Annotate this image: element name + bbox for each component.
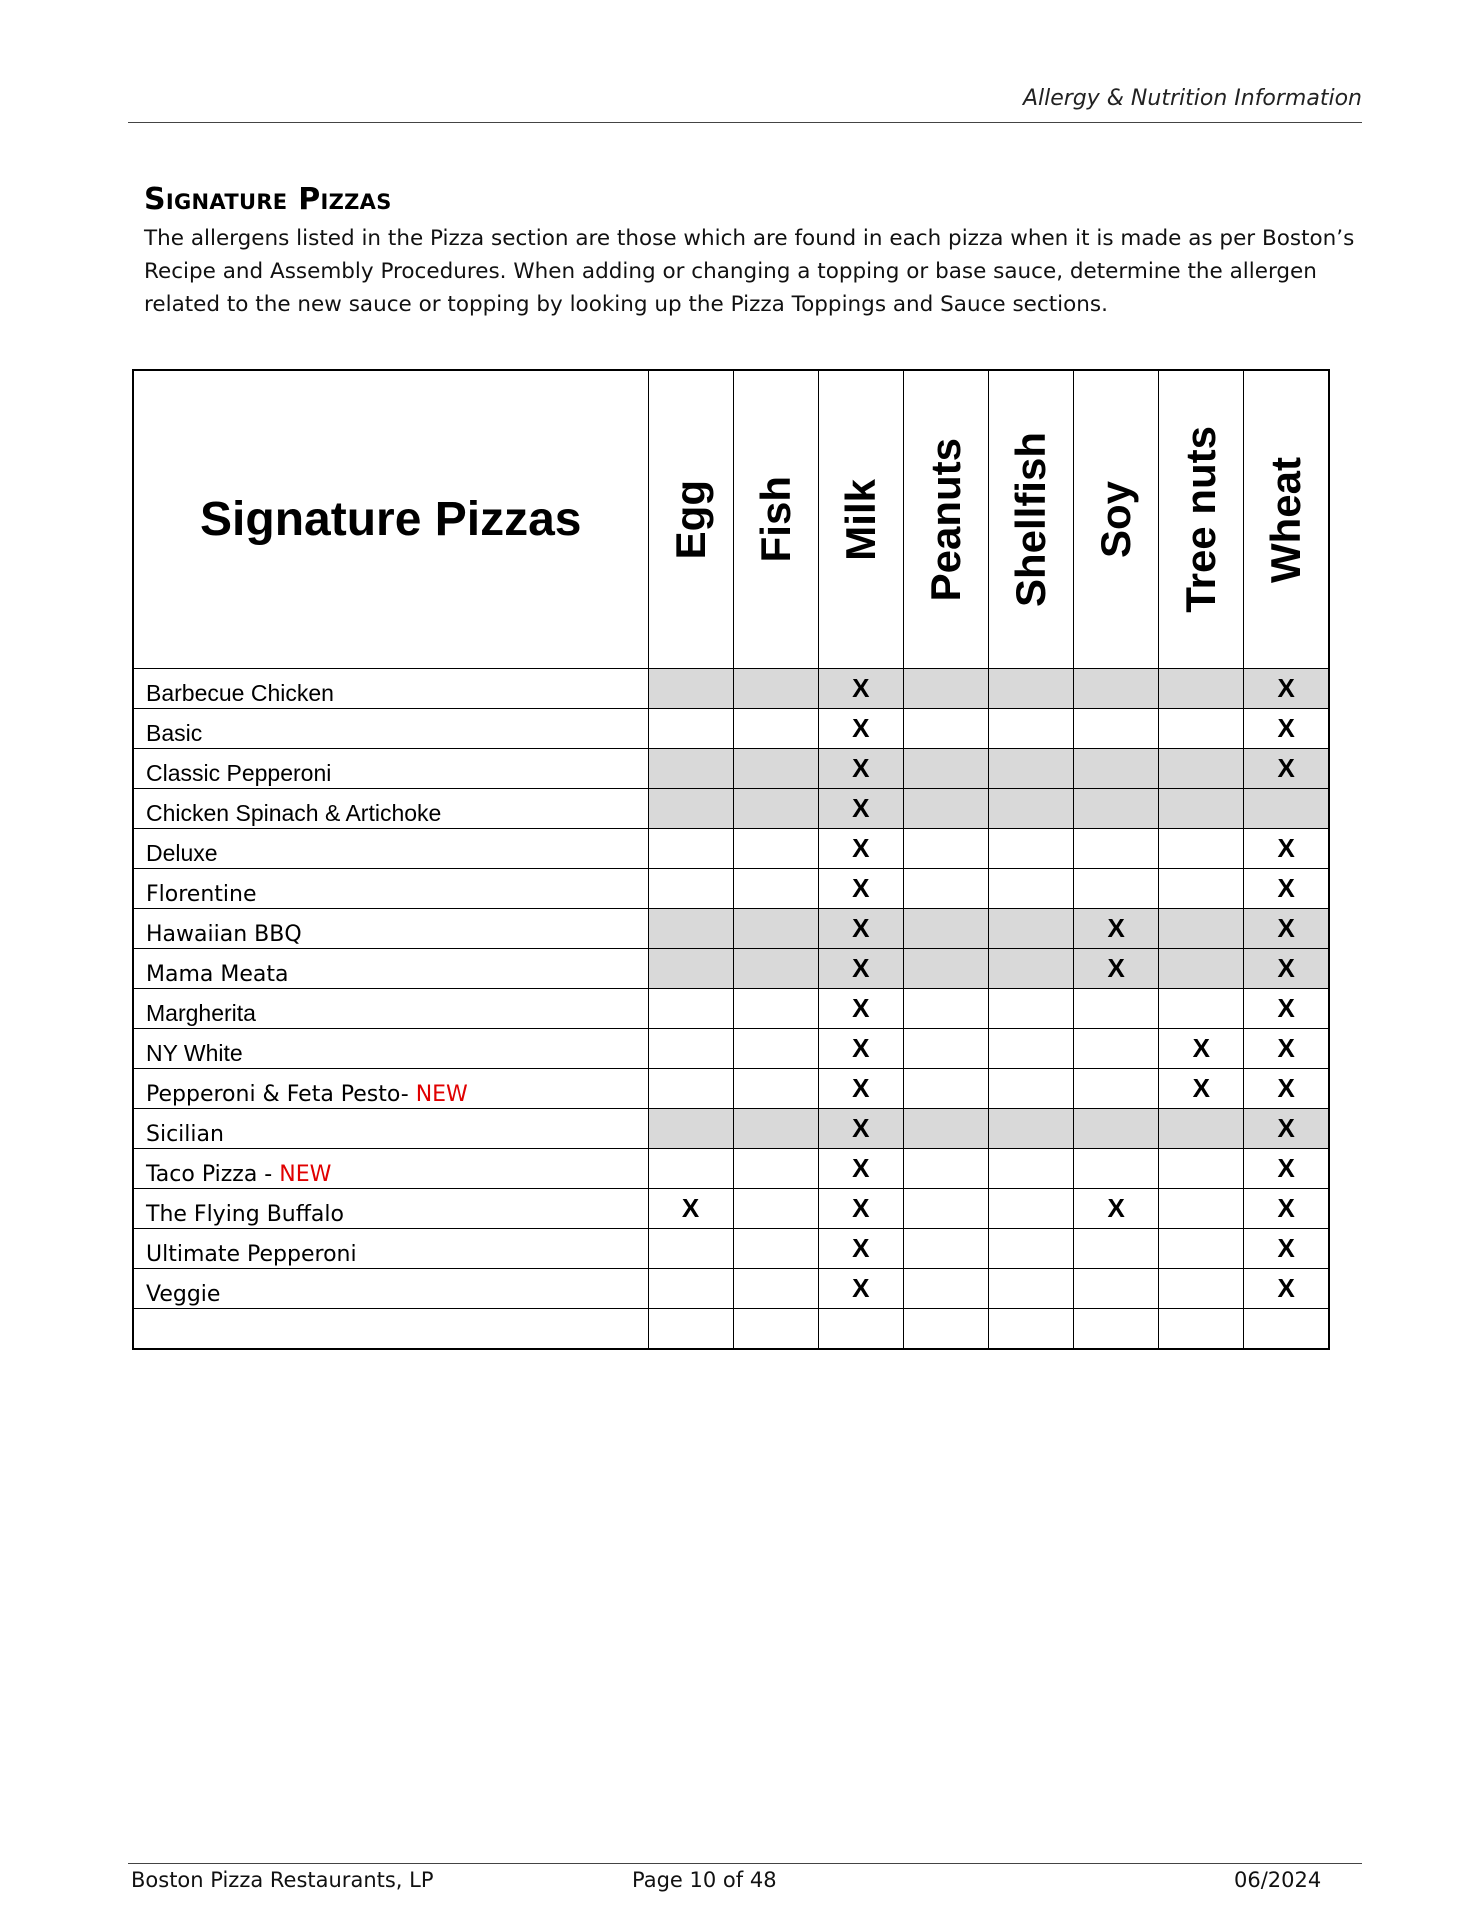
pizza-name-cell: [133, 789, 648, 829]
footer-company: Boston Pizza Restaurants, LP: [131, 1868, 434, 1892]
col-label: Fish: [751, 476, 799, 563]
allergen-mark-cell: [648, 709, 733, 749]
pizza-name-cell: [133, 749, 648, 789]
allergen-mark-cell: [1159, 709, 1244, 749]
allergen-mark-cell: X: [648, 1189, 733, 1229]
allergen-mark-cell: X: [1159, 1069, 1244, 1109]
allergen-mark-cell: [648, 1109, 733, 1149]
allergen-mark-cell: [1074, 709, 1159, 749]
table-row: [133, 1149, 1329, 1189]
allergen-mark-cell: [648, 949, 733, 989]
pizza-name-cell: [133, 1229, 648, 1269]
pizza-name-cell: [133, 709, 648, 749]
footer-divider: [128, 1863, 1362, 1864]
pizza-name: Florentine: [146, 882, 257, 907]
allergen-mark-cell: X: [818, 989, 903, 1029]
allergen-mark-cell: [989, 949, 1074, 989]
allergen-mark-cell: [648, 669, 733, 709]
pizza-name-cell: [133, 949, 648, 989]
allergen-mark-cell: [989, 669, 1074, 709]
pizza-name-cell: [133, 829, 648, 869]
table-row: [133, 829, 1329, 869]
allergen-mark-cell: X: [1244, 949, 1329, 989]
document-header-title: Allergy & Nutrition Information: [1022, 86, 1362, 111]
allergen-mark-cell: [648, 1269, 733, 1309]
allergen-mark-cell: [1159, 949, 1244, 989]
allergen-mark-cell: [903, 989, 988, 1029]
col-header-egg: [648, 370, 733, 669]
allergen-mark-cell: [1074, 789, 1159, 829]
col-header-shellfish: [989, 370, 1074, 669]
allergen-mark-cell: [903, 1229, 988, 1269]
allergen-mark-cell: [733, 669, 818, 709]
table-header-row: [133, 370, 1329, 669]
table-title: Signature Pizzas: [133, 370, 648, 669]
allergen-mark-cell: [903, 1149, 988, 1189]
allergen-mark-cell: [648, 1149, 733, 1189]
pizza-name: Margherita: [146, 1000, 256, 1026]
allergen-mark-cell: [648, 1229, 733, 1269]
col-label: Peanuts: [921, 437, 969, 602]
allergen-mark-cell: X: [818, 949, 903, 989]
allergen-mark-cell: [648, 909, 733, 949]
allergen-mark-cell: [903, 1269, 988, 1309]
table-row: [133, 749, 1329, 789]
allergen-mark-cell: [1159, 909, 1244, 949]
col-label: Egg: [666, 479, 714, 560]
allergen-mark-cell: [1159, 1229, 1244, 1269]
allergen-mark-cell: [733, 869, 818, 909]
col-header-fish: [733, 370, 818, 669]
allergen-mark-cell: X: [818, 1029, 903, 1069]
pizza-name-cell: [133, 1029, 648, 1069]
allergen-mark-cell: [903, 709, 988, 749]
allergen-mark-cell: [989, 1069, 1074, 1109]
allergen-mark-cell: [1074, 869, 1159, 909]
allergen-mark-cell: [989, 1109, 1074, 1149]
allergen-mark-cell: X: [1074, 949, 1159, 989]
pizza-name: Deluxe: [146, 840, 218, 866]
table-row: [133, 909, 1329, 949]
allergen-mark-cell: [1159, 1149, 1244, 1189]
allergen-mark-cell: [989, 1149, 1074, 1189]
allergen-mark-cell: [1074, 1149, 1159, 1189]
allergen-mark-cell: [1074, 1229, 1159, 1269]
pizza-name-cell: [133, 1069, 648, 1109]
allergen-mark-cell: [1074, 1029, 1159, 1069]
header-divider: [128, 122, 1362, 123]
allergen-table: [132, 369, 1330, 1350]
pizza-name: Basic: [146, 720, 203, 746]
allergen-mark-cell: [989, 1189, 1074, 1229]
allergen-mark-cell: [733, 909, 818, 949]
allergen-mark-cell: [903, 1309, 988, 1350]
pizza-name: Hawaiian BBQ: [146, 922, 302, 947]
col-label: Tree nuts: [1177, 426, 1225, 613]
allergen-mark-cell: [1244, 789, 1329, 829]
allergen-mark-cell: [989, 1269, 1074, 1309]
allergen-mark-cell: X: [1244, 909, 1329, 949]
allergen-mark-cell: X: [818, 789, 903, 829]
pizza-name: NY White: [146, 1040, 243, 1066]
col-header-wheat: [1244, 370, 1329, 669]
pizza-name: The Flying Buffalo: [146, 1202, 344, 1227]
allergen-mark-cell: X: [1244, 1149, 1329, 1189]
table-row: [133, 669, 1329, 709]
allergen-mark-cell: [1074, 1309, 1159, 1350]
allergen-mark-cell: [903, 1189, 988, 1229]
allergen-mark-cell: [1074, 669, 1159, 709]
allergen-mark-cell: [1074, 749, 1159, 789]
allergen-mark-cell: X: [818, 1189, 903, 1229]
allergen-mark-cell: X: [1244, 989, 1329, 1029]
allergen-mark-cell: [818, 1309, 903, 1350]
allergen-mark-cell: [989, 1229, 1074, 1269]
allergen-mark-cell: X: [1244, 1029, 1329, 1069]
allergen-mark-cell: [733, 1069, 818, 1109]
allergen-mark-cell: [989, 989, 1074, 1029]
allergen-mark-cell: [1074, 1069, 1159, 1109]
allergen-mark-cell: X: [1244, 669, 1329, 709]
table-row: [133, 1029, 1329, 1069]
allergen-mark-cell: X: [818, 909, 903, 949]
allergen-mark-cell: X: [818, 1109, 903, 1149]
col-label: Soy: [1092, 480, 1140, 559]
footer-page-number: Page 10 of 48: [632, 1868, 777, 1892]
pizza-name-cell: [133, 989, 648, 1029]
table-body: [133, 669, 1329, 1350]
allergen-mark-cell: [648, 1069, 733, 1109]
allergen-mark-cell: X: [1244, 1269, 1329, 1309]
allergen-mark-cell: X: [818, 1229, 903, 1269]
table-row: [133, 869, 1329, 909]
footer-date: 06/2024: [1234, 1868, 1322, 1892]
col-header-soy: [1074, 370, 1159, 669]
table-row: [133, 1069, 1329, 1109]
allergen-mark-cell: X: [1244, 709, 1329, 749]
allergen-mark-cell: [1074, 829, 1159, 869]
allergen-mark-cell: [903, 1069, 988, 1109]
allergen-mark-cell: [903, 949, 988, 989]
col-header-peanuts: [903, 370, 988, 669]
new-badge: NEW: [408, 1082, 468, 1107]
allergen-mark-cell: X: [1244, 1229, 1329, 1269]
allergen-mark-cell: X: [818, 1269, 903, 1309]
pizza-name: Barbecue Chicken: [146, 680, 334, 706]
allergen-mark-cell: [903, 909, 988, 949]
allergen-mark-cell: [903, 789, 988, 829]
allergen-mark-cell: [1159, 749, 1244, 789]
allergen-mark-cell: X: [1244, 869, 1329, 909]
allergen-mark-cell: [733, 709, 818, 749]
col-label: Wheat: [1262, 456, 1310, 583]
allergen-mark-cell: X: [818, 749, 903, 789]
allergen-mark-cell: [733, 1229, 818, 1269]
allergen-mark-cell: [1159, 1109, 1244, 1149]
allergen-mark-cell: [648, 829, 733, 869]
allergen-mark-cell: X: [818, 869, 903, 909]
allergen-mark-cell: [1159, 669, 1244, 709]
allergen-mark-cell: [1159, 829, 1244, 869]
allergen-mark-cell: [648, 749, 733, 789]
allergen-mark-cell: X: [1244, 1109, 1329, 1149]
allergen-mark-cell: [733, 829, 818, 869]
allergen-mark-cell: X: [1244, 1189, 1329, 1229]
allergen-mark-cell: [1074, 1109, 1159, 1149]
pizza-name-cell: [133, 909, 648, 949]
allergen-mark-cell: X: [1074, 909, 1159, 949]
pizza-name-cell: [133, 669, 648, 709]
section-intro: The allergens listed in the Pizza section are those which are found in each pizza when it is made as per Boston’s Recipe and Assembly Procedures. When adding or changing a topping or base sauce, determine the allergen related to the new sauce or topping by looking up the Pizza Toppings and Sauce sections.: [144, 226, 1355, 317]
col-label: Shellfish: [1007, 431, 1055, 608]
pizza-name: Veggie: [146, 1282, 221, 1307]
allergen-mark-cell: [989, 1029, 1074, 1069]
allergen-mark-cell: [733, 989, 818, 1029]
allergen-mark-cell: [1074, 989, 1159, 1029]
table-row: [133, 1109, 1329, 1149]
allergen-mark-cell: [989, 709, 1074, 749]
pizza-name: Taco Pizza -: [146, 1162, 280, 1187]
pizza-name: Ultimate Pepperoni: [146, 1242, 357, 1267]
allergen-mark-cell: X: [818, 669, 903, 709]
allergen-mark-cell: [648, 789, 733, 829]
table-row: [133, 789, 1329, 829]
pizza-name: Classic Pepperoni: [146, 760, 332, 786]
allergen-mark-cell: [733, 1269, 818, 1309]
col-label: Milk: [836, 478, 884, 561]
table-row: [133, 1309, 1329, 1350]
allergen-mark-cell: [733, 1029, 818, 1069]
allergen-mark-cell: [989, 789, 1074, 829]
allergen-mark-cell: [648, 869, 733, 909]
allergen-mark-cell: X: [1244, 1069, 1329, 1109]
allergen-mark-cell: [903, 1109, 988, 1149]
allergen-mark-cell: [648, 989, 733, 1029]
table-row: [133, 1189, 1329, 1229]
pizza-name: Chicken Spinach & Artichoke: [146, 800, 442, 826]
table-row: [133, 709, 1329, 749]
allergen-mark-cell: [1159, 869, 1244, 909]
section-title: Signature Pizzas: [144, 182, 392, 217]
allergen-mark-cell: [1159, 1269, 1244, 1309]
allergen-mark-cell: [1159, 789, 1244, 829]
allergen-mark-cell: [733, 1109, 818, 1149]
table-row: [133, 949, 1329, 989]
allergen-mark-cell: [903, 669, 988, 709]
allergen-mark-cell: [733, 949, 818, 989]
allergen-mark-cell: [1159, 1189, 1244, 1229]
allergen-mark-cell: [989, 829, 1074, 869]
pizza-name-cell: [133, 1189, 648, 1229]
pizza-name-cell: [133, 869, 648, 909]
allergen-mark-cell: [903, 749, 988, 789]
pizza-name: Pepperoni & Feta Pesto-: [146, 1082, 409, 1107]
allergen-mark-cell: X: [818, 709, 903, 749]
pizza-name-cell: [133, 1309, 648, 1350]
allergen-mark-cell: [989, 1309, 1074, 1350]
table-row: [133, 1269, 1329, 1309]
allergen-mark-cell: [1074, 1269, 1159, 1309]
allergen-mark-cell: [903, 869, 988, 909]
table-row: [133, 1229, 1329, 1269]
allergen-mark-cell: [648, 1309, 733, 1350]
col-header-tree-nuts: [1159, 370, 1244, 669]
allergen-mark-cell: [1159, 989, 1244, 1029]
allergen-mark-cell: [733, 1149, 818, 1189]
allergen-mark-cell: [989, 909, 1074, 949]
pizza-name: Sicilian: [146, 1122, 224, 1147]
allergen-mark-cell: X: [1244, 749, 1329, 789]
allergen-mark-cell: X: [1244, 829, 1329, 869]
allergen-mark-cell: X: [1159, 1029, 1244, 1069]
allergen-mark-cell: [1159, 1309, 1244, 1350]
allergen-mark-cell: [733, 1309, 818, 1350]
new-badge: NEW: [279, 1162, 332, 1187]
allergen-mark-cell: [1244, 1309, 1329, 1350]
allergen-mark-cell: [903, 1029, 988, 1069]
allergen-mark-cell: [989, 869, 1074, 909]
allergen-mark-cell: X: [818, 1069, 903, 1109]
allergen-mark-cell: [989, 749, 1074, 789]
col-header-milk: [818, 370, 903, 669]
table-row: [133, 989, 1329, 1029]
allergen-mark-cell: X: [1074, 1189, 1159, 1229]
allergen-mark-cell: [903, 829, 988, 869]
allergen-mark-cell: [733, 749, 818, 789]
allergen-mark-cell: X: [818, 829, 903, 869]
pizza-name: Mama Meata: [146, 962, 289, 987]
allergen-mark-cell: [648, 1029, 733, 1069]
pizza-name-cell: [133, 1109, 648, 1149]
allergen-mark-cell: [733, 789, 818, 829]
pizza-name-cell: [133, 1149, 648, 1189]
allergen-mark-cell: X: [818, 1149, 903, 1189]
allergen-mark-cell: [733, 1189, 818, 1229]
pizza-name-cell: [133, 1269, 648, 1309]
